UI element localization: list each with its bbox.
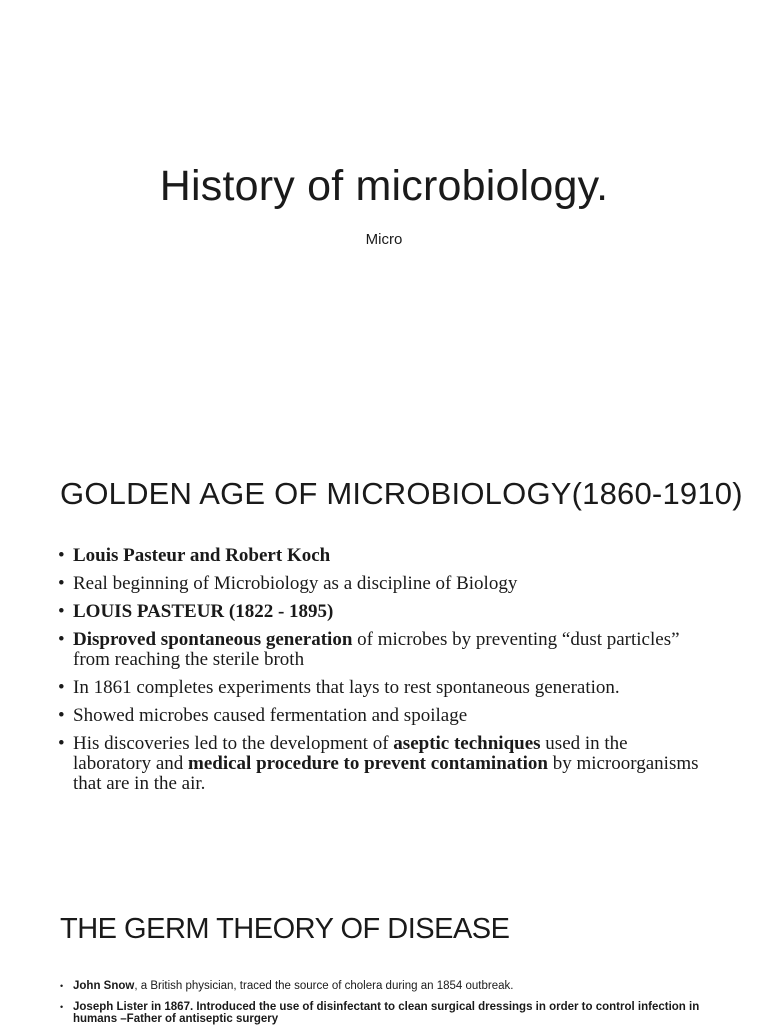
bullet-text: Joseph Lister in 1867. Introduced the use of disinfectant to clean surgical dressings in order to control infection in humans –Father of antiseptic surgery [73,1001,700,1025]
bullet-text: Showed microbes caused fermentation and spoilage [73,705,468,726]
bullet-text: by microorganisms that are in the air. [73,753,699,794]
bullet-bold-text: Disproved spontaneous generation [73,629,353,650]
bullet-bold-text: John Snow [73,980,135,992]
bullet-item [58,546,708,566]
bullet-text: His discoveries led to the development of [73,733,394,754]
bullet-item [58,734,708,794]
bullet-text: Louis Pasteur and Robert Koch [73,545,331,566]
bullet-text: In 1861 completes experiments that lays to rest spontaneous generation. [73,677,620,698]
bullet-item [58,630,708,670]
slide-golden-age-heading: GOLDEN AGE OF MICROBIOLOGY(1860-1910) [60,476,743,511]
slide-subtitle: Micro [365,231,403,248]
bullet-item [58,706,708,726]
bullet-text: , a British physician, traced the source of cholera during an 1854 outbreak. [134,980,514,992]
bullet-text: of microbes by preventing “dust particles” from reaching the sterile broth [73,629,680,670]
bullet-text: used in the laboratory and [73,733,628,774]
germ-theory-bullet-list [60,980,710,1034]
slide-germ-theory [0,880,768,1024]
slide-germ-theory-heading: THE GERM THEORY OF DISEASE [60,913,510,945]
bullet-text: LOUIS PASTEUR (1822 - 1895) [73,601,334,622]
bullet-item [60,980,710,992]
golden-age-bullet-list [58,546,708,802]
bullet-bold-text: medical procedure to prevent contamination [188,753,548,774]
bullet-item [58,602,708,622]
slide-title [0,0,768,420]
slide-golden-age [0,440,768,860]
bullet-text: Real beginning of Microbiology as a discipline of Biology [73,573,518,594]
bullet-item [58,574,708,594]
bullet-bold-text: aseptic techniques [393,733,541,754]
slide-title-heading: History of microbiology. [159,162,609,210]
bullet-item [60,1001,710,1025]
bullet-item [58,678,708,698]
